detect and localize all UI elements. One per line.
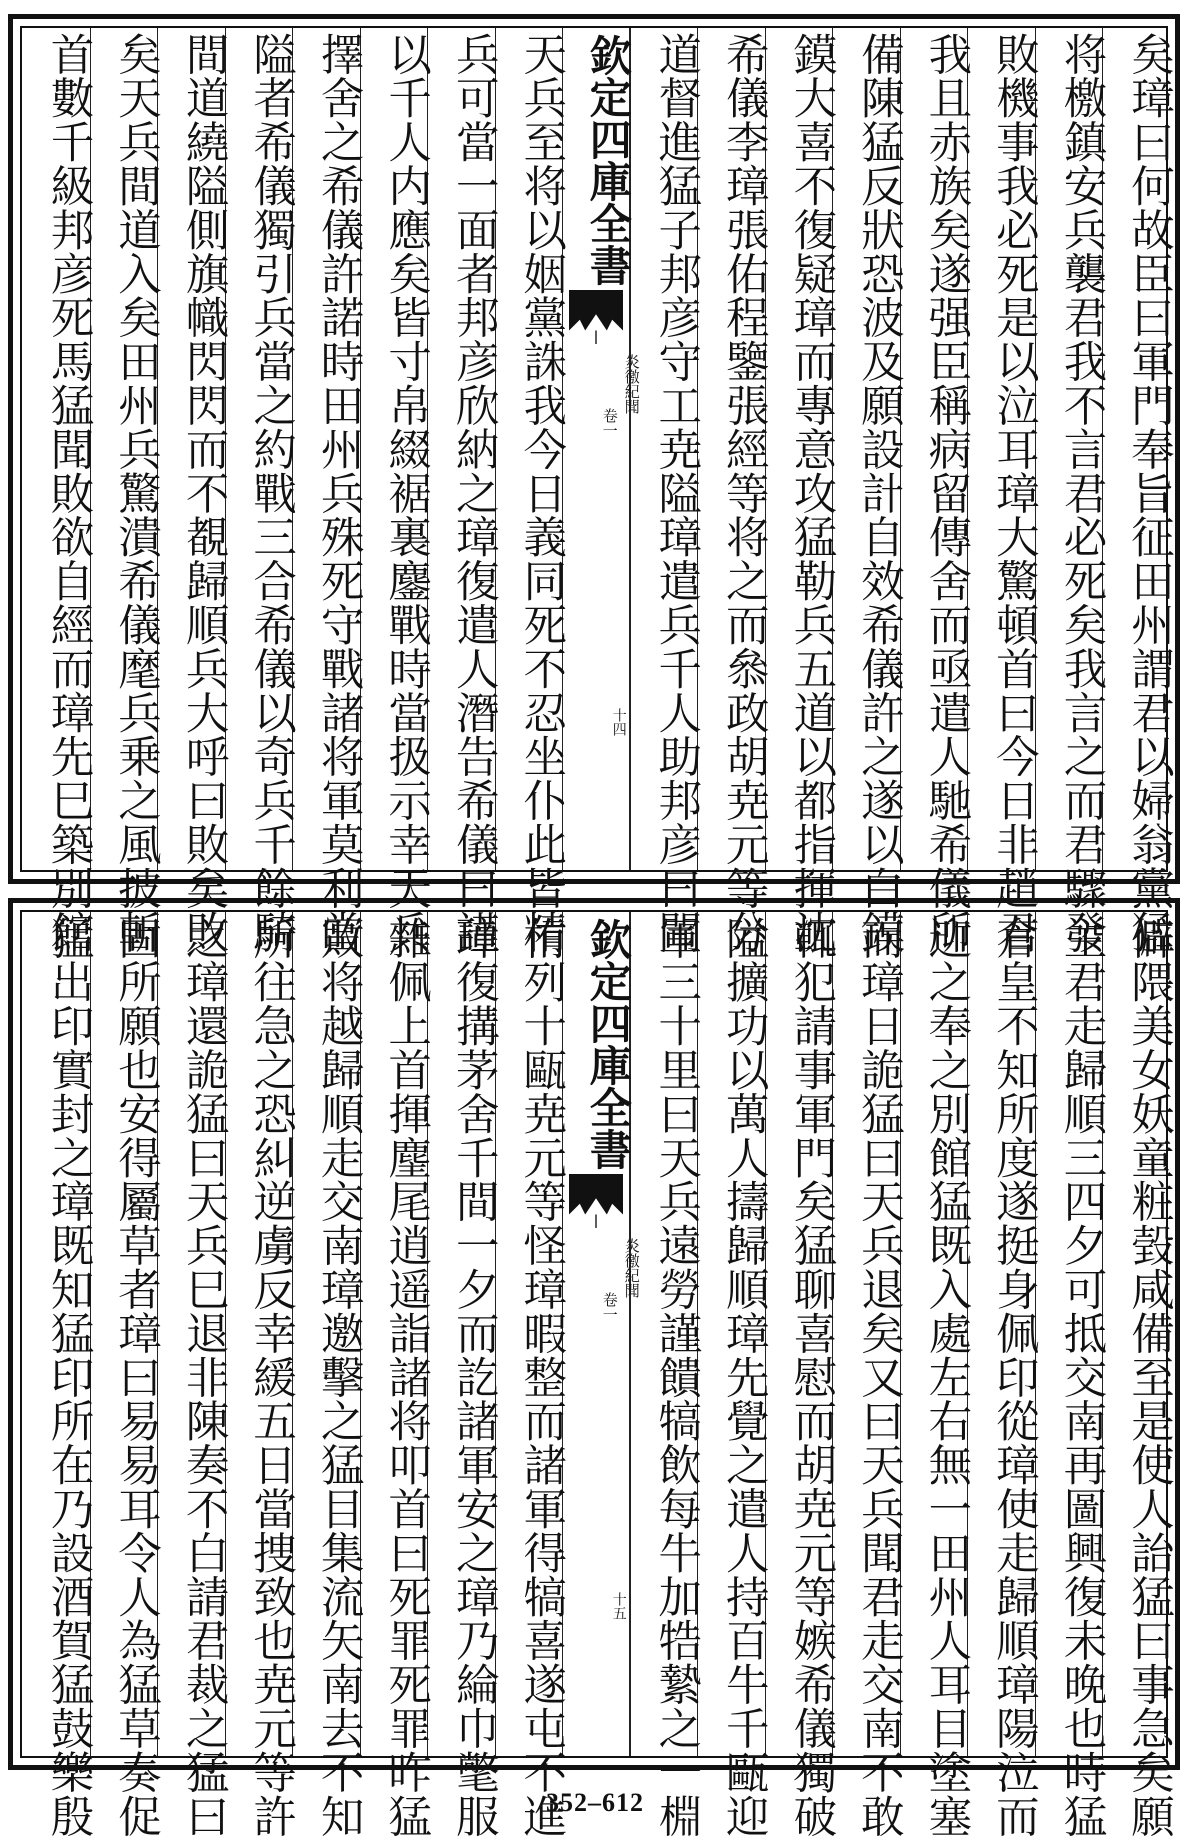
fold-title: 欽定四庫全書 — [583, 34, 633, 286]
text-column — [630, 28, 702, 954]
page-leaf-top — [8, 14, 1180, 954]
fold-title: 欽定四庫全書 — [583, 918, 633, 1170]
text-column — [225, 28, 297, 954]
text-column — [697, 912, 769, 1838]
column-text: 備陳猛反狀恐波及願設計自效希儀許之遂以白鏌 — [853, 32, 904, 954]
text-column — [157, 28, 229, 954]
text-column — [495, 912, 567, 1838]
column-text: 我且赤族矣遂强臣稱病留傳舍而亟遣人馳希儀所 — [921, 32, 972, 954]
text-column — [832, 912, 904, 1838]
fold-book-name: 炎徼紀聞 — [622, 354, 641, 414]
fold-volume: 卷一 — [600, 1292, 619, 1322]
column-text: 矣璋曰何故臣曰軍門奉旨征田州謂君以婦翁黨猛 — [1123, 32, 1174, 954]
text-column — [360, 912, 432, 1838]
text-column — [967, 912, 1039, 1838]
text-column — [90, 28, 162, 954]
text-column — [90, 912, 162, 1838]
fishtail-mark-icon — [569, 290, 623, 344]
text-column — [1102, 912, 1174, 1838]
column-text: 間道繞隘側旗幟閃閃而不覩歸順兵大呼曰敗矣敗 — [178, 32, 229, 954]
column-text: 僻隈美女妖童粧㲄咸備至是使人詒猛曰事急矣願 — [1123, 916, 1174, 1838]
column-text: 天兵至将以姻黨誅我今日義同死不忍坐仆此皆精 — [516, 32, 567, 954]
column-text: 倉皇不知所度遂挺身佩印從璋使走歸順璋陽泣而 — [988, 916, 1039, 1838]
center-fold — [562, 28, 641, 870]
text-column — [22, 912, 94, 1838]
text-column — [360, 28, 432, 954]
column-text: 敗将越歸順走交南璋邀擊之猛目集流矢南去不知 — [313, 916, 364, 1838]
column-text: 雜佩上首揮麈尾逍遥詣諸将叩首曰死罪死罪昨猛 — [381, 916, 432, 1838]
column-text: 擇舍之希儀許諾時田州兵殊死守戰諸将軍莫利當 — [313, 32, 364, 954]
column-text: 軍三十里曰天兵遠勞謹饋犒飲每牛加牿縶之一棩 — [651, 916, 702, 1838]
column-text: 隘擴功以萬人擣歸順璋先覺之遣人持百牛千甌迎 — [718, 916, 769, 1838]
text-column — [292, 28, 364, 954]
text-column — [157, 912, 229, 1838]
fold-leaf-number: 十四 — [610, 708, 627, 736]
center-fold — [562, 912, 641, 1756]
text-column — [967, 28, 1039, 954]
column-text: 道督進猛子邦彦守工尭隘璋遣兵千人助邦彦曰聞 — [651, 32, 702, 954]
column-text: 将檄鎮安兵襲君我不言君必死矣我言之而君驟發 — [1056, 32, 1107, 954]
column-text: 首數千級邦彦死馬猛聞敗欲自經而璋先巳築別館 — [43, 32, 94, 954]
column-text: 所往急之恐糾逆虜反幸緩五日當捜致也尭元等許 — [246, 916, 297, 1838]
text-column — [765, 912, 837, 1838]
column-text: 兵可當一面者邦彦欣納之璋復遣人潛告希儀曰謹 — [448, 32, 499, 954]
column-text: 侑列十甌尭元等怪璋暇整而諸軍得犒喜遂屯不進 — [516, 916, 567, 1838]
column-text: 隘者希儀獨引兵當之約戰三合希儀以奇兵千餘騎 — [246, 32, 297, 954]
column-text: 輒犯請事軍門矣猛聊喜慰而胡尭元等嫉希儀獨破 — [786, 916, 837, 1838]
column-text: 矣天兵間道入矣田州兵驚潰希儀麾兵乗之風披斬 — [111, 32, 162, 954]
text-column — [427, 912, 499, 1838]
text-column — [1035, 28, 1107, 954]
column-text: 迎之奉之別館猛既入處左右無一田州人耳目塗塞 — [921, 916, 972, 1838]
text-column — [22, 28, 94, 954]
column-text: 固所願也安得屬草者璋曰易易耳令人為猛草奏促 — [111, 916, 162, 1838]
text-column — [1102, 28, 1174, 954]
column-text: 主君走歸順三四夕可抵交南再圖興復未晚也時猛 — [1056, 916, 1107, 1838]
fold-book-name: 炎徼紀聞 — [622, 1238, 641, 1298]
fishtail-mark-icon — [569, 1174, 623, 1228]
text-column — [495, 28, 567, 954]
text-column — [427, 28, 499, 954]
column-text: 希儀李璋張佑程鑒張經等将之而叅政胡尭元等分 — [718, 32, 769, 954]
column-text: 敗機事我必死是以泣耳璋大驚頓首曰今日非趙君 — [988, 32, 1039, 954]
fold-leaf-number: 十五 — [610, 1592, 627, 1620]
text-column — [1035, 912, 1107, 1838]
text-column — [900, 912, 972, 1838]
text-column — [292, 912, 364, 1838]
text-column — [832, 28, 904, 954]
text-column — [697, 28, 769, 954]
page-number-footer: 352–612 — [546, 1788, 644, 1817]
column-text: 之璋還詭猛曰天兵巳退非陳奏不白請君裁之猛曰 — [178, 916, 229, 1838]
column-text: 以千人内應矣皆寸帛綴裾裏鏖戰時當扱示幸天兵 — [381, 32, 432, 954]
text-column — [765, 28, 837, 954]
text-frame — [20, 26, 1174, 954]
text-column — [225, 912, 297, 1838]
column-text: 璋復搆茅舍千間一夕而訖諸軍安之璋乃綸巾氅服 — [448, 916, 499, 1838]
column-text: 猛出印實封之璋既知猛印所在乃設酒賀猛鼓樂殷 — [43, 916, 94, 1838]
fold-volume: 卷一 — [600, 408, 619, 438]
column-text: 而璋日詭猛曰天兵退矣又曰天兵聞君走交南不敢 — [853, 916, 904, 1838]
text-column — [900, 28, 972, 954]
text-column — [630, 912, 702, 1838]
column-text: 鏌大喜不復疑璋而專意攻猛勒兵五道以都指揮沈 — [786, 32, 837, 954]
